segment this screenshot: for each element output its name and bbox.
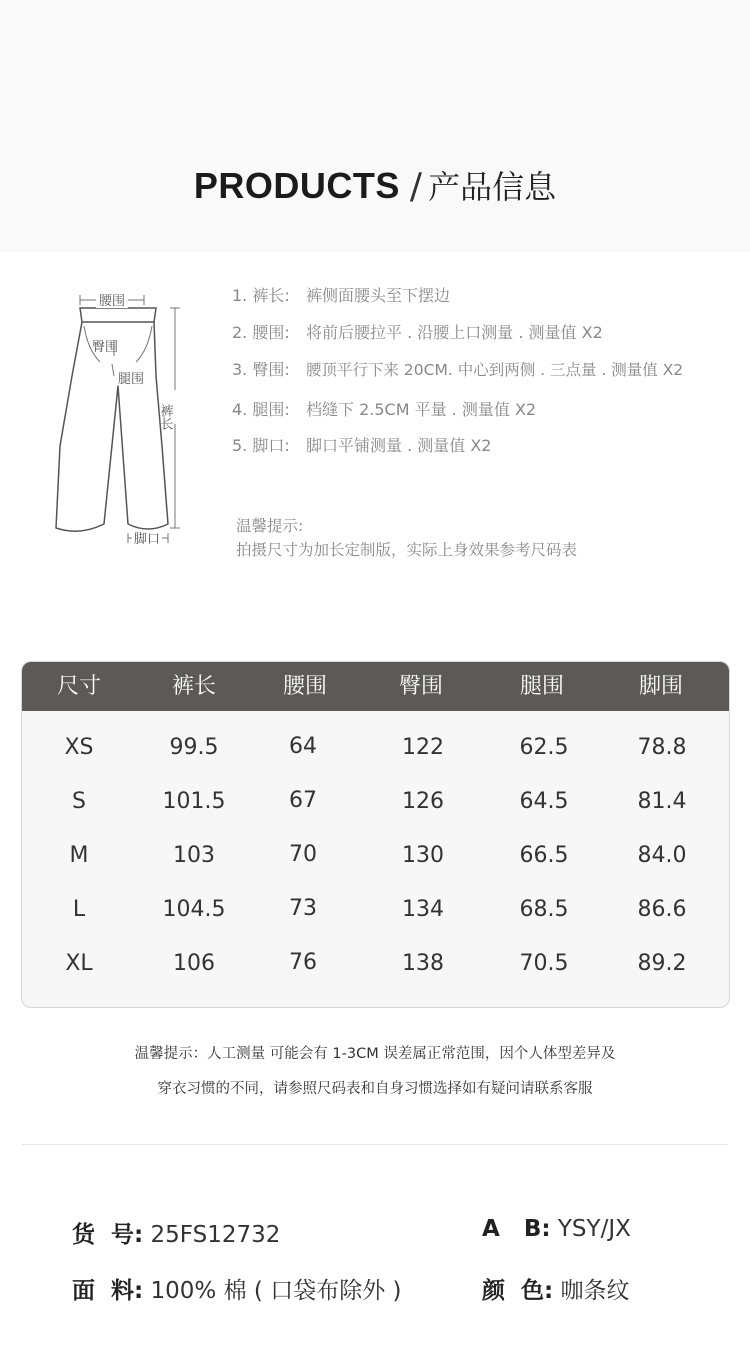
- hip-label: 臀围: [92, 340, 119, 355]
- header-hip: 臀围: [398, 674, 443, 699]
- thigh-label: 腿围: [118, 372, 145, 387]
- measurement-label: 5. 脚口:: [232, 436, 290, 455]
- cell-length: 106: [173, 951, 215, 976]
- photo-tip: [236, 514, 577, 562]
- color-key: 颜 色:: [482, 1278, 554, 1304]
- title-english: PRODUCTS: [193, 165, 400, 206]
- cell-hem: 89.2: [637, 951, 687, 976]
- cell-length: 101.5: [162, 789, 226, 814]
- measurement-item: [232, 320, 603, 343]
- cell-hip: 126: [402, 789, 444, 814]
- measurement-desc: 档缝下 2.5CM 平量 . 测量值 X2: [306, 400, 537, 419]
- item-number-key: 货 号:: [72, 1222, 144, 1248]
- pants-illustration: [44, 286, 204, 552]
- cell-thigh: 68.5: [519, 897, 569, 922]
- header-thigh: 腿围: [519, 674, 564, 699]
- cell-hip: 134: [402, 897, 444, 922]
- measurement-desc: 裤侧面腰头至下摆边: [306, 286, 451, 305]
- cell-thigh: 62.5: [519, 735, 569, 760]
- measurement-note-line1: 温馨提示：人工测量 可能会有 1-3CM 误差属正常范围，因个人体型差异及: [134, 1046, 616, 1062]
- material-value: 100% 棉 ( 口袋布除外 ): [150, 1278, 402, 1304]
- cell-hem: 78.8: [637, 735, 687, 760]
- cell-waist: 64: [289, 734, 317, 759]
- measurement-label: 1. 裤长:: [232, 286, 290, 305]
- color: [482, 1272, 630, 1305]
- material-key: 面 料:: [72, 1278, 144, 1304]
- cell-hip: 138: [402, 951, 444, 976]
- cell-hip: 130: [402, 843, 444, 868]
- cell-waist: 73: [289, 896, 317, 921]
- measurement-item: [232, 397, 536, 420]
- cell-length: 99.5: [169, 735, 219, 760]
- header-hem: 脚围: [638, 674, 683, 699]
- cell-hip: 122: [402, 735, 444, 760]
- measurement-note-line2: 穿衣习惯的不同，请参照尺码表和自身习惯选择如有疑问请联系客服: [157, 1081, 593, 1097]
- measurement-item: [232, 357, 683, 380]
- ab-code-value: YSY/JX: [557, 1216, 631, 1242]
- cell-size: XL: [65, 951, 93, 976]
- cell-size: S: [72, 789, 86, 814]
- cell-waist: 76: [289, 950, 317, 975]
- cell-size: L: [72, 897, 86, 922]
- header-band: [0, 0, 750, 252]
- section-divider: [22, 1144, 728, 1145]
- measurement-desc: 脚口平铺测量 . 测量值 X2: [306, 436, 492, 455]
- cell-length: 104.5: [162, 897, 226, 922]
- length-label: 裤长: [157, 404, 173, 430]
- ab-code-key: A B:: [482, 1216, 551, 1242]
- header-length: 裤长: [171, 674, 216, 699]
- title-chinese: 产品信息: [428, 168, 557, 206]
- material: [72, 1272, 401, 1305]
- ab-code: [482, 1216, 631, 1242]
- cell-size: M: [69, 843, 89, 868]
- tip-title: 温馨提示:: [236, 517, 304, 535]
- size-table-header: [22, 662, 729, 711]
- hem-label: 脚口: [133, 532, 161, 547]
- cell-hem: 84.0: [637, 843, 687, 868]
- color-value: 咖条纹: [560, 1278, 630, 1304]
- measurement-label: 2. 腰围:: [232, 323, 290, 342]
- cell-size: XS: [64, 735, 94, 760]
- pants-diagram: [44, 286, 204, 552]
- measurement-desc: 将前后腰拉平 . 沿腰上口测量 . 测量值 X2: [306, 323, 603, 342]
- cell-waist: 67: [289, 788, 317, 813]
- measurement-item: [232, 283, 450, 306]
- page-title: [0, 162, 750, 211]
- cell-hem: 81.4: [637, 789, 687, 814]
- cell-hem: 86.6: [637, 897, 687, 922]
- cell-thigh: 66.5: [519, 843, 569, 868]
- item-number: [72, 1216, 280, 1249]
- waist-label: 腰围: [98, 294, 126, 309]
- item-number-value: 25FS12732: [150, 1222, 281, 1248]
- cell-thigh: 64.5: [519, 789, 569, 814]
- cell-thigh: 70.5: [519, 951, 569, 976]
- measurement-item: [232, 433, 492, 456]
- cell-length: 103: [173, 843, 215, 868]
- size-table: [21, 661, 730, 1008]
- header-waist: 腰围: [282, 674, 327, 699]
- tip-text: 拍摄尺寸为加长定制版，实际上身效果参考尺码表: [236, 541, 578, 559]
- measurement-desc: 腰顶平行下来 20CM. 中心到两侧 . 三点量 . 测量值 X2: [306, 361, 684, 379]
- cell-waist: 70: [289, 842, 317, 867]
- measurement-label: 3. 臀围:: [232, 360, 290, 379]
- title-separator: /: [409, 166, 423, 207]
- header-size: 尺寸: [56, 674, 101, 699]
- measurement-label: 4. 腿围:: [232, 400, 290, 419]
